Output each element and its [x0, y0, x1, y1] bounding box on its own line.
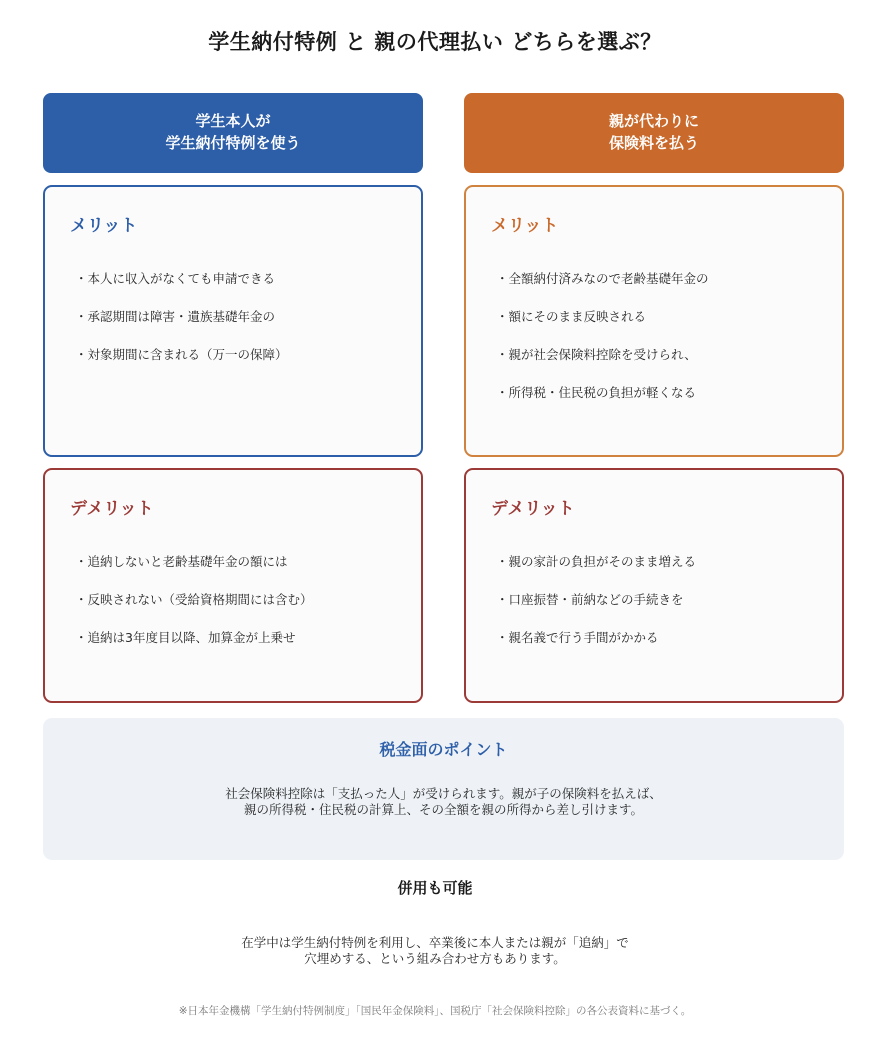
list-item: ・承認期間は障害・遺族基礎年金の [75, 309, 276, 324]
parent-merit-list [496, 270, 709, 422]
student-option-header-line1: 学生本人が [195, 112, 271, 131]
parent-demerit-list [496, 553, 696, 667]
source-footnote: ※日本年金機構「学生納付特例制度」「国民年金保険料」、国税庁「社会保険料控除」の各公表資料に基づく。 [178, 1005, 692, 1017]
parent-option-header-line1: 親が代わりに [608, 112, 699, 131]
student-option-header [43, 93, 423, 173]
student-merit-title: メリット [70, 216, 138, 236]
list-item: ・全額納付済みなので老齢基礎年金の [496, 271, 709, 286]
list-item: ・親名義で行う手間がかかる [496, 630, 659, 645]
tax-point-line2: 親の所得税・住民税の計算上、その全額を親の所得から差し引けます。 [243, 802, 643, 817]
tax-point-panel [43, 718, 844, 860]
combination-line2: 穴埋めする、という組み合わせ方もあります。 [304, 951, 566, 966]
list-item: ・対象期間に含まれる（万一の保障） [75, 347, 288, 362]
parent-demerit-title: デメリット [491, 499, 575, 519]
parent-demerit-card [464, 468, 844, 703]
tax-point-line1: 社会保険料控除は「支払った人」が受けられます。親が子の保険料を払えば、 [225, 786, 662, 801]
parent-option-header-line2: 保険料を払う [608, 134, 699, 152]
student-demerit-title: デメリット [70, 499, 154, 519]
student-demerit-card [43, 468, 423, 703]
list-item: ・口座振替・前納などの手続きを [496, 592, 684, 607]
list-item: ・追納しないと老齢基礎年金の額には [75, 554, 288, 569]
list-item: ・額にそのまま反映される [496, 309, 647, 324]
student-merit-card [43, 185, 423, 457]
parent-option-header [464, 93, 844, 173]
list-item: ・追納は3年度目以降、加算金が上乗せ [75, 630, 296, 645]
list-item: ・所得税・住民税の負担が軽くなる [496, 385, 697, 400]
page-title: 学生納付特例 と 親の代理払い どちらを選ぶ？ [208, 30, 662, 54]
parent-merit-card [464, 185, 844, 457]
combination-line1: 在学中は学生納付特例を利用し、卒業後に本人または親が「追納」で [241, 935, 629, 950]
tax-point-body [43, 786, 844, 818]
list-item: ・反映されない（受給資格期間には含む） [75, 592, 313, 607]
list-item: ・親が社会保険料控除を受けられ、 [496, 347, 697, 362]
student-demerit-list [75, 553, 313, 667]
combination-title: 併用も可能 [397, 879, 473, 897]
combination-body [0, 935, 870, 967]
parent-merit-title: メリット [491, 216, 559, 236]
student-option-header-line2: 学生納付特例を使う [165, 134, 301, 152]
list-item: ・親の家計の負担がそのまま増える [496, 554, 697, 569]
tax-point-title: 税金面のポイント [379, 740, 508, 759]
list-item: ・本人に収入がなくても申請できる [75, 271, 276, 286]
student-merit-list [75, 270, 288, 384]
